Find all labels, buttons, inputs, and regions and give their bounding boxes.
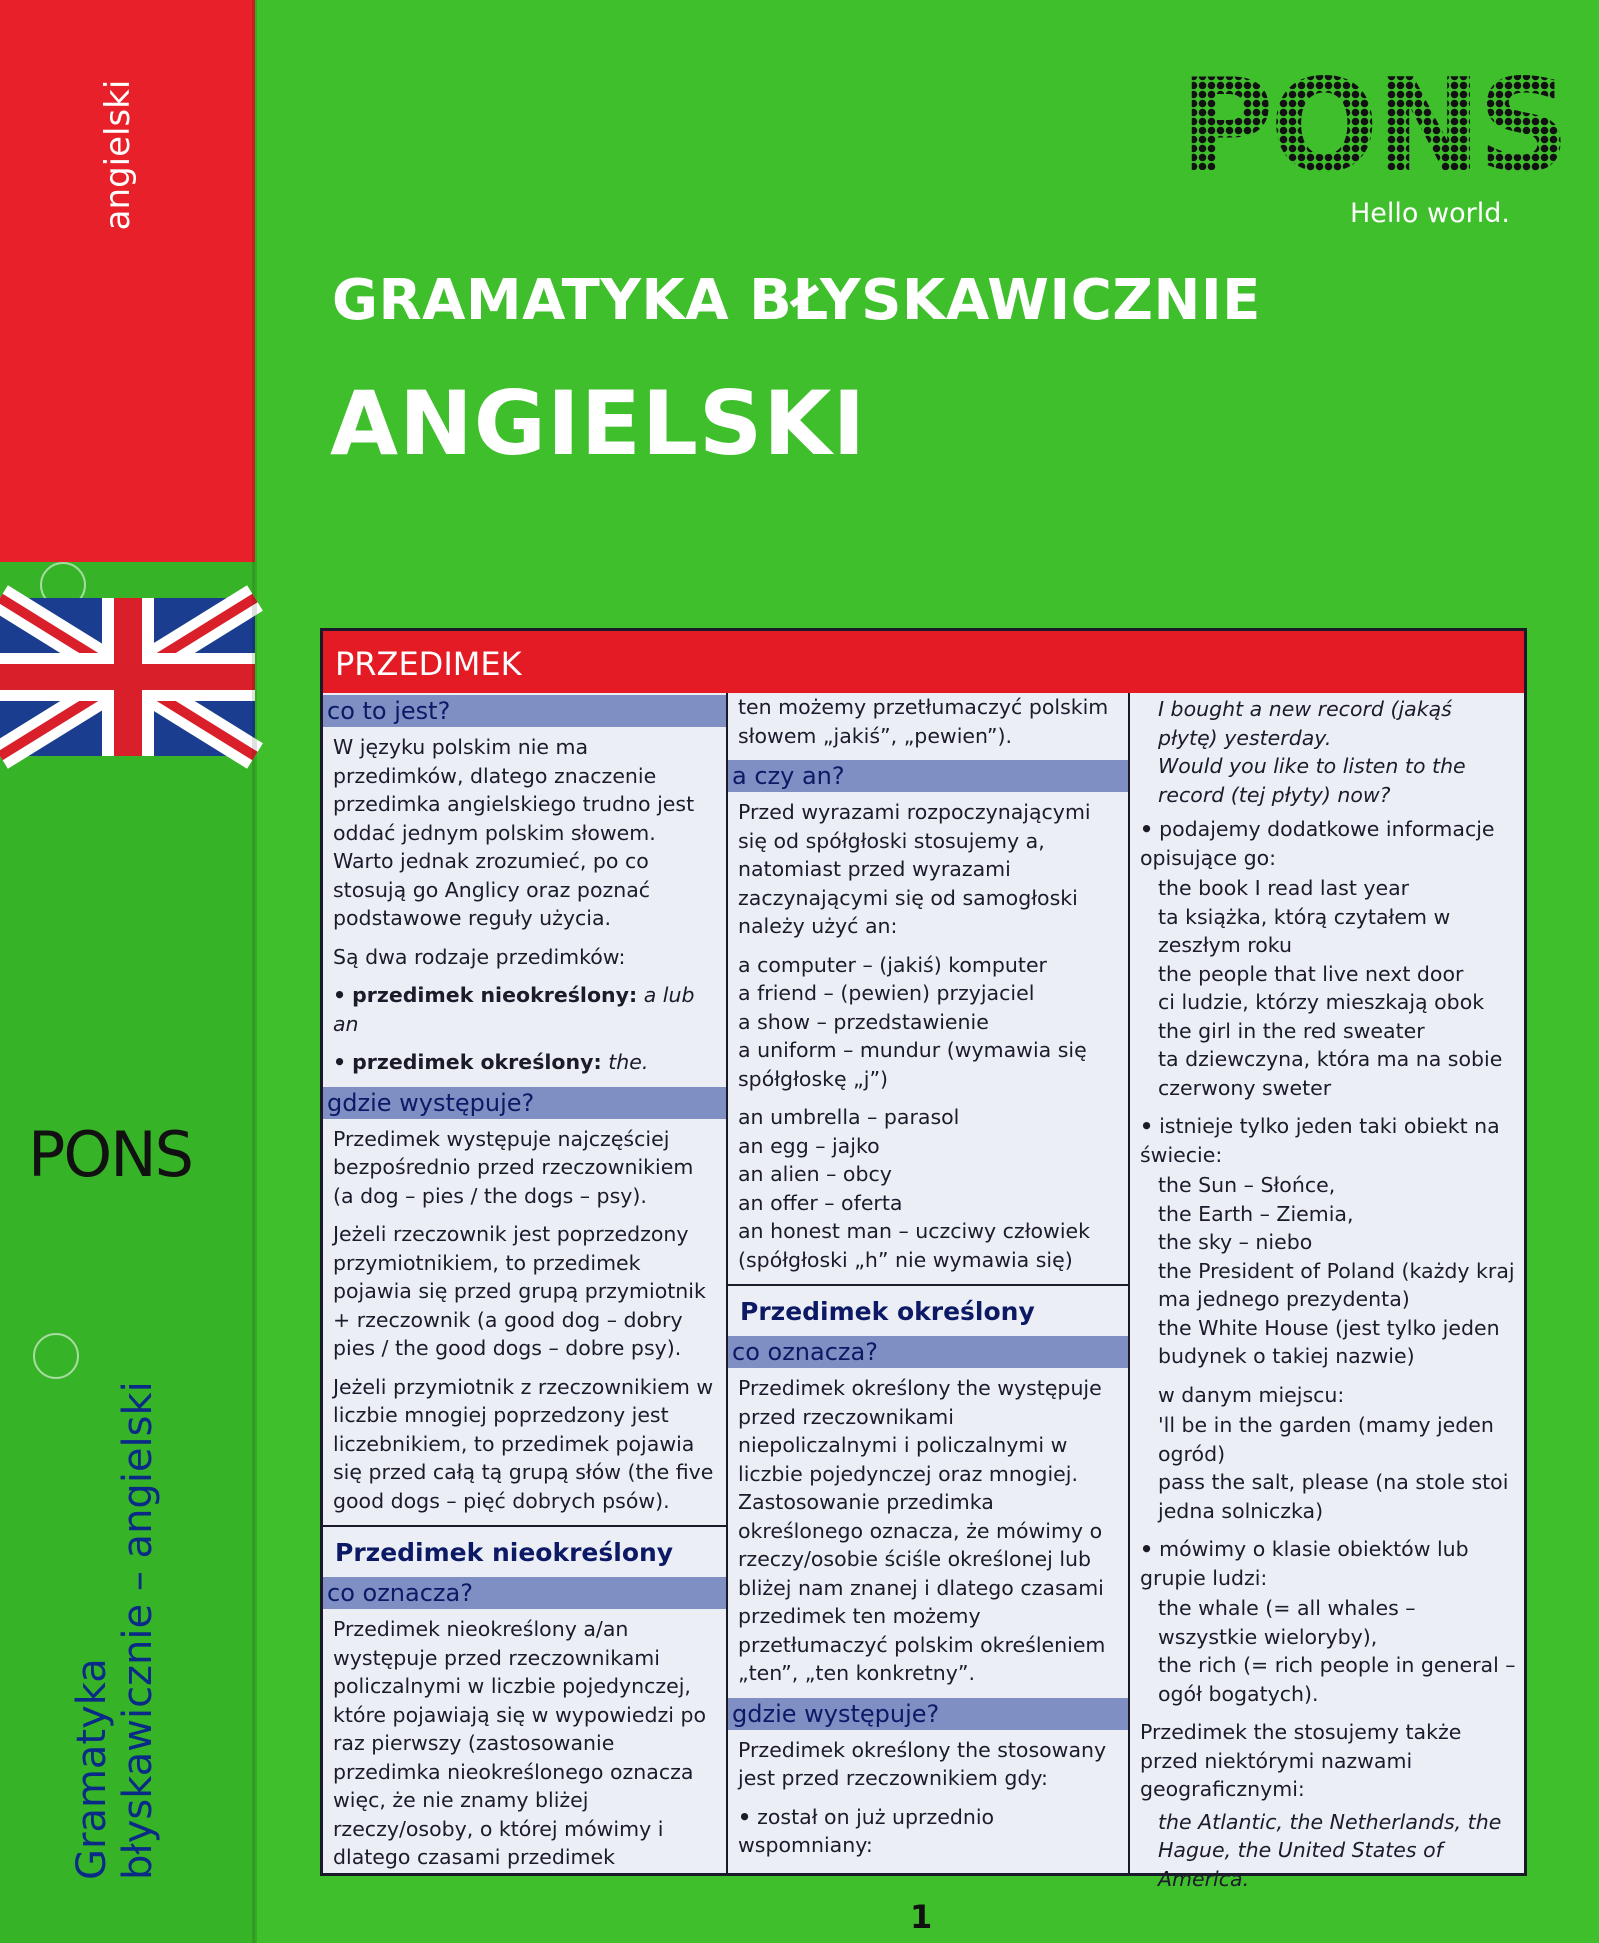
paragraph: Przedimek the stosujemy także przed niektórymi nazwami geograficznymi: (1140, 1720, 1462, 1801)
uk-flag-icon (0, 598, 255, 756)
subheading: co oznacza? (323, 1577, 726, 1609)
example-item: an honest man – uczciwy człowiek (spółgłoski „h” nie wymawia się) (738, 1219, 1091, 1272)
example-item: an alien – obcy (738, 1162, 892, 1186)
spine-language-label (88, 60, 148, 250)
example-item: the sky – niebo (1158, 1230, 1313, 1254)
spine-title (55, 1360, 175, 1880)
example-block (1140, 1594, 1517, 1708)
example-list-a (738, 951, 1118, 1094)
card-column-1 (323, 693, 726, 1873)
paragraph: Przed wyrazami rozpoczynającymi się od spółgłoski stosujemy a, natomiast przed wyrazami zaczynającymi się od samogłoski należy użyć an: (738, 800, 1091, 938)
section-heading: Przedimek nieokreślony (323, 1525, 726, 1571)
bullet-item (333, 981, 716, 1038)
example-block (1140, 874, 1517, 1102)
subheading: a czy an? (728, 760, 1128, 792)
book-spine (0, 0, 255, 1943)
example-item: a friend – (pewien) przyjaciel (738, 981, 1035, 1005)
paragraph: Przedimek nieokreślony a/an występuje przed rzeczownikami policzalnymi w liczbie pojedynczej, które pojawiają się w wypowiedzi po raz pierwszy (zastosowanie przedimka nieokreślonego oznacza więc, że nie znamy bliżej rzeczy/osoby, o której mówimy i dlatego czasami przedimek (333, 1617, 707, 1869)
bullet-item (333, 1048, 716, 1077)
bullet-item: • podajemy dodatkowe informacje opisujące go: (1140, 815, 1517, 872)
example-item: an egg – jajko (738, 1133, 880, 1158)
example-item: the people that live next door (1158, 961, 1464, 986)
spine-fold (252, 0, 257, 1943)
spine-title-line2: błyskawicznie – angielski (115, 1381, 161, 1880)
example-block (1140, 1411, 1517, 1525)
example-item: the girl in the red sweater (1158, 1018, 1425, 1043)
example-item: Would you like to listen to the record (tej płyty) now? (1158, 754, 1466, 807)
logo-text: PONS (1180, 52, 1566, 201)
paragraph: Są dwa rodzaje przedimków: (333, 944, 626, 969)
example-item: the President of Poland (każdy kraj ma jednego prezydenta) (1158, 1258, 1515, 1311)
example-item: the book I read last year (1158, 876, 1410, 900)
example-item: an offer – oferta (738, 1190, 903, 1215)
section-heading: Przedimek określony (728, 1284, 1128, 1330)
bullet-value: the. (608, 1050, 649, 1074)
subheading: gdzie występuje? (323, 1087, 726, 1119)
example-item: ta książka, którą czytałem w zeszłym roku (1158, 904, 1451, 957)
card-column-3 (1130, 693, 1527, 1891)
example-item: 'll be in the garden (mamy jeden ogród) (1158, 1413, 1494, 1466)
bullet-label: przedimek określony: (352, 1050, 602, 1074)
bullet-value: a lub an (333, 983, 695, 1036)
tagline: Hello world. (1350, 198, 1510, 229)
subheading: co oznacza? (728, 1336, 1128, 1368)
subheading: co to jest? (323, 695, 726, 727)
spine-title-line1: Gramatyka (69, 1658, 115, 1880)
bullet-item: • istnieje tylko jeden taki obiekt na świecie: (1140, 1112, 1517, 1169)
paragraph: Jeżeli rzeczownik jest poprzedzony przymiotnikiem, to przedimek pojawia się przed grupą przymiotnik + rzeczownik (a good dog – dobry pies / the good dogs – dobre psy). (333, 1222, 706, 1360)
example-item: the White House (jest tylko jeden budynek o takiej nazwie) (1158, 1315, 1500, 1368)
example-item: ta dziewczyna, która ma na sobie czerwony sweter (1158, 1047, 1503, 1100)
example-block (1140, 693, 1517, 809)
example-item: an umbrella – parasol (738, 1105, 960, 1129)
example-item: a uniform – mundur (wymawia się spółgłoskę „j”) (738, 1038, 1087, 1091)
page-number: 1 (910, 1898, 933, 1936)
example-item: the whale (= all whales – wszystkie wieloryby), (1158, 1596, 1416, 1649)
example-block (1140, 1808, 1517, 1894)
grammar-card (320, 628, 1527, 1891)
example-item: the Sun – Słońce, (1158, 1173, 1336, 1197)
card-column-2 (728, 693, 1128, 1873)
example-item: I bought a new record (jakąś płytę) yesterday. (1158, 697, 1452, 750)
pons-dotted-logo (1180, 52, 1566, 201)
paragraph: Jeżeli przymiotnik z rzeczownikiem w liczbie mnogiej poprzedzony jest liczebnikiem, to przedimek pojawia się przed całą tą grupą słów (the five good dogs – pięć dobrych psów). (333, 1374, 714, 1513)
example-block (1140, 1171, 1517, 1371)
example-item: the Earth – Ziemia, (1158, 1201, 1354, 1226)
bullet-label: przedimek nieokreślony: (352, 983, 638, 1007)
example-item: a show – przedstawienie (738, 1009, 989, 1034)
example-item: the Atlantic, the Netherlands, the Hague, the United States of America. (1158, 1809, 1502, 1891)
example-item: the rich (= rich people in general – ogół bogatych). (1158, 1653, 1516, 1706)
book-title: ANGIELSKI (330, 372, 867, 475)
paragraph: Przedimek określony the występuje przed rzeczownikami niepoliczalnymi i policzalnymi w liczbie pojedynczej oraz mnogiej. Zastosowanie przedimka określonego oznacza, że mówimy o rzeczy/osobie ściśle określonej lub bliżej nam znanej i dlatego czasami przedimek ten możemy przetłumaczyć polskim określeniem „ten”, „ten konkretny”. (738, 1376, 1106, 1685)
paragraph: ten możemy przetłumaczyć polskim słowem „jakiś”, „pewien”). (738, 695, 1109, 748)
card-header-text: PRZEDIMEK (335, 645, 522, 683)
bullet-item: • mówimy o klasie obiektów lub grupie ludzi: (1140, 1535, 1517, 1592)
spine-logo: PONS (28, 1118, 192, 1191)
spine-language-text: angielski (98, 79, 138, 231)
bullet-item: • został on już uprzednio wspomniany: (738, 1803, 1118, 1860)
subheading: gdzie występuje? (728, 1698, 1128, 1730)
paragraph: Przedimek występuje najczęściej bezpośrednio przed rzeczownikiem (a dog – pies / the dogs – psy). (333, 1126, 694, 1208)
example-item: a computer – (jakiś) komputer (738, 952, 1047, 977)
example-list-an (738, 1103, 1118, 1274)
series-title: GRAMATYKA BŁYSKAWICZNIE (332, 268, 1261, 333)
paragraph: W języku polskim nie ma przedimków, dlatego znaczenie przedimka angielskiego trudno jest oddać jednym polskim słowem. Warto jednak zrozumieć, po co stosują go Anglicy oraz poznać podstawowe reguły użycia. (333, 735, 695, 930)
paragraph: Przedimek określony the stosowany jest przed rzeczownikiem gdy: (738, 1737, 1107, 1790)
paragraph: w danym miejscu: (1158, 1382, 1345, 1407)
example-item: pass the salt, please (na stole stoi jedna solniczka) (1158, 1470, 1509, 1523)
card-header (323, 631, 1524, 693)
example-item: ci ludzie, którzy mieszkają obok (1158, 990, 1485, 1014)
